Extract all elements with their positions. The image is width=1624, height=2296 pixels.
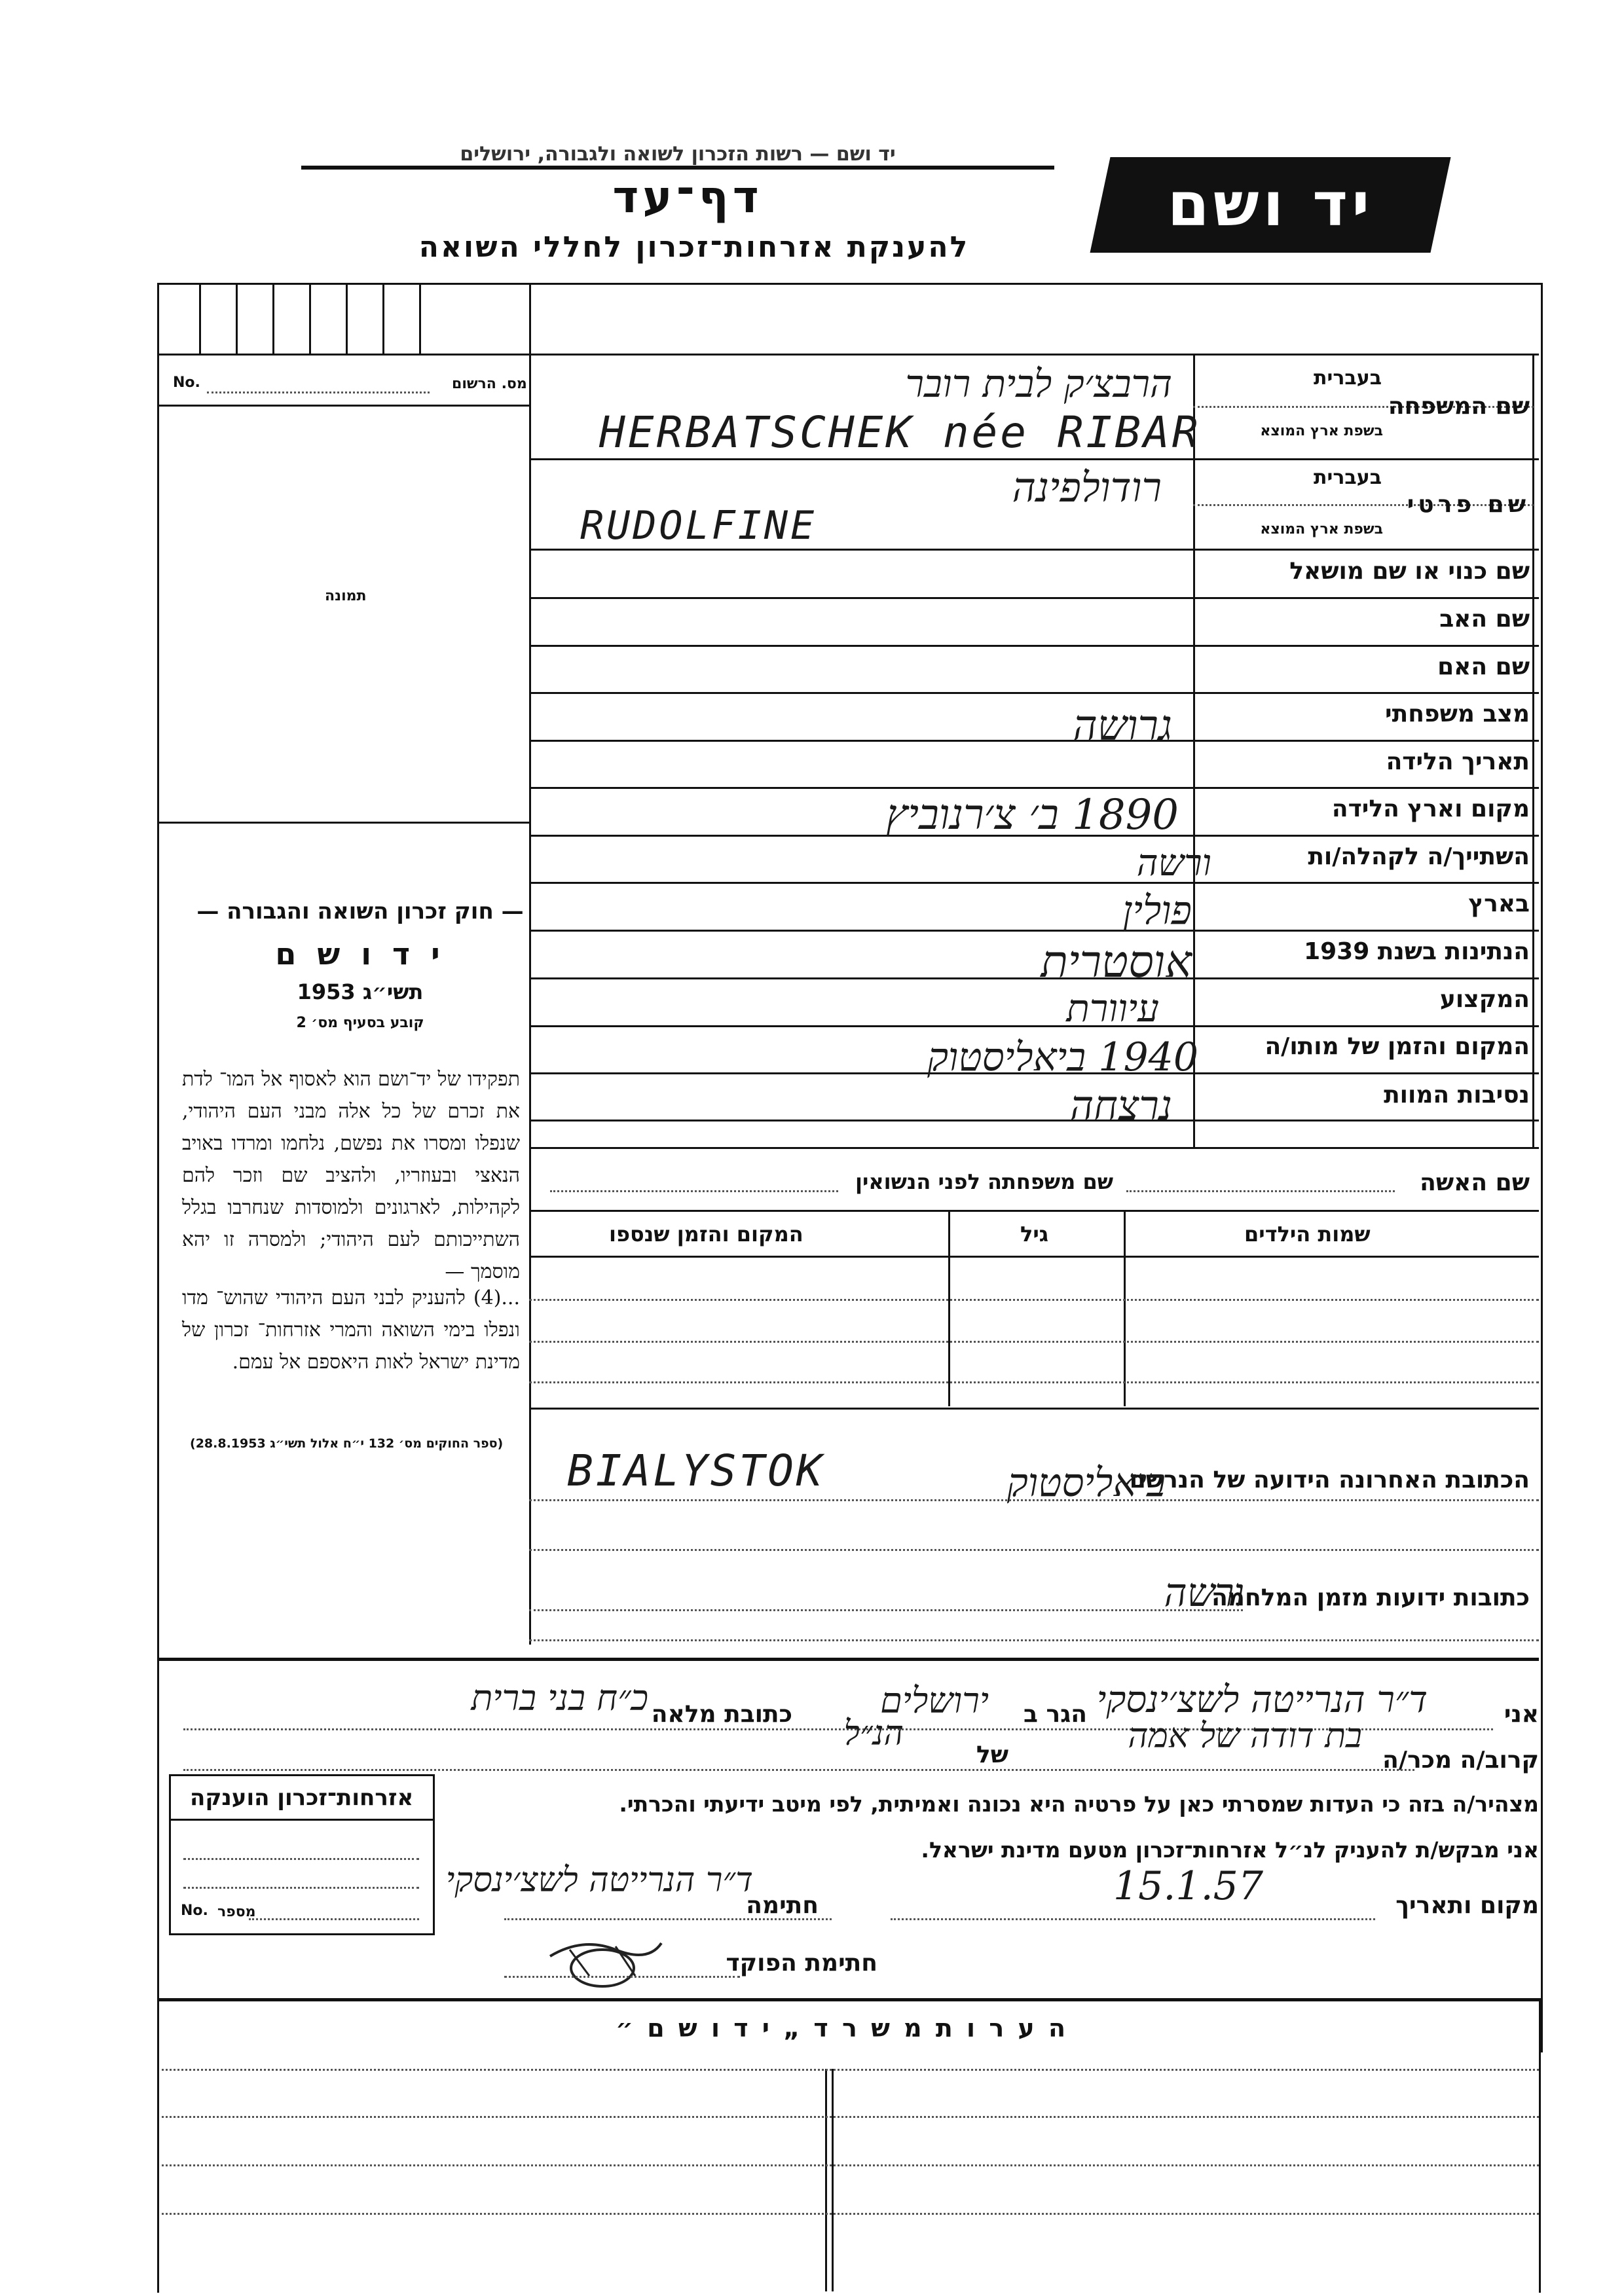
photo-label: תמונה	[325, 588, 367, 604]
decl-name: ד״ר הנרייטה לשצ׳ינסקי	[1096, 1679, 1428, 1721]
decl-signature: ד״ר הנרייטה לשצ׳ינסקי	[445, 1861, 753, 1900]
label-nickname: שם כנוי או שם מושאל	[1289, 558, 1530, 585]
office-notes-title: ה ע ר ו ת מ ש ר ד „ י ד ו ש ם ״	[616, 2014, 1069, 2043]
decl-request: אני מבקש/ת להעניק לנ״ל אזרחות־זכרון מטעם מדינת ישראל.	[921, 1837, 1539, 1863]
logo-text: יד ושם	[1167, 170, 1374, 240]
law-year: תשי״ג 1953	[297, 979, 424, 1004]
decl-addr-label: כתובת מלאה	[651, 1701, 792, 1728]
decl-relation: בת דודה של אמה	[1128, 1717, 1362, 1756]
decl-ani: אני	[1504, 1701, 1539, 1728]
law-source: (ספר החוקים מס׳ 132 י״ח אלול תשי״ג 28.8.1953)	[190, 1436, 504, 1451]
label-in-hebrew-2: בעברית	[1314, 466, 1382, 489]
officer-signature-mark	[544, 1930, 668, 1989]
label-first-name: שם פרטי	[1407, 491, 1530, 518]
law-clause: קובע בסעיף מס׳ 2	[296, 1015, 424, 1031]
label-age: גיל	[1020, 1222, 1049, 1247]
label-marital: מצב משפחתי	[1385, 701, 1530, 727]
decl-shel: של	[976, 1741, 1008, 1768]
entry-country: פולין	[1122, 888, 1192, 934]
form-subtitle: להענקת אזרחות־זכרון לחללי השואה	[418, 230, 970, 264]
entry-first-latin: RUDOLFINE	[580, 503, 817, 549]
box-title: אזרחות־זכרון הוענקה	[190, 1785, 414, 1811]
entry-marital: גרושה	[1073, 702, 1172, 750]
entry-war-addr: ורשה	[1164, 1570, 1244, 1616]
decl-city: ירושלים	[880, 1680, 989, 1721]
label-birth-place: מקום וארץ הלידה	[1331, 795, 1530, 822]
entry-first-heb: רודולפינה	[1012, 464, 1162, 511]
form-title: דף־עד	[612, 172, 763, 223]
label-wife: שם האשה	[1420, 1169, 1530, 1196]
decl-statement: מצהיר/ה בזה כי העדות שמסרתי כאן על פרטיה היא נכונה ואמיתית, לפי מיטב ידיעתי והכרתי.	[619, 1791, 1539, 1817]
label-community: השתייך/ה לקהלה/ות	[1308, 843, 1530, 870]
label-birth-date: תאריך הלידה	[1386, 748, 1530, 775]
law-title: — חוק זכרון השואה והגבורה —	[196, 898, 524, 924]
label-death-place: המקום והזמן של מותו/ה	[1264, 1033, 1530, 1060]
label-last-addr: הכתובת האחרונה הידועה של הנרשם	[1129, 1467, 1530, 1493]
decl-gar: הגר ב	[1024, 1701, 1087, 1728]
entry-death-circ: נרצחה	[1069, 1082, 1172, 1129]
label-children: שמות הילדים	[1244, 1222, 1371, 1247]
label-origin-lang-2: בשפת ארץ המוצא	[1260, 521, 1383, 538]
entry-last-addr-heb: ביאליסטוק	[1006, 1460, 1166, 1506]
entry-citizenship: אוסטרית	[1041, 936, 1192, 988]
decl-relation-label: קרוב/ה מכר/ה	[1382, 1747, 1539, 1774]
label-family-name: שם המשפחה	[1388, 393, 1530, 420]
decl-place-date-label: מקום ותאריך	[1395, 1892, 1539, 1919]
label-war-addr: כתובות ידועות מזמן המלחמה	[1211, 1584, 1530, 1611]
label-maiden: שם משפחתה לפני הנשואין	[855, 1169, 1113, 1194]
law-body-2: ...(4) להעניק לבני העם היהודי שהוש־ מדו ונפלו בימי השואה והמרי אזרחות־ זכרון של מדינת ישראל לאות היאספם אל עמם.	[182, 1286, 520, 1374]
yad-vashem-logo	[1090, 157, 1450, 253]
law-name: י ד ו ש ם	[275, 936, 445, 972]
label-citizenship: הנתינות בשנת 1939	[1304, 938, 1530, 965]
law-body: תפקידו של יד־ושם הוא לאסוף אל המו־ לדת את זכרם של כל אלה מבני העם היהודי, שנפלו ומסרו את נפשם, נלחמו ומרדו באויב הנאצי ובעוזריו, ולהציב שם וזכר להם לקהילות, לארגונים ולמוסדות שנחרבו בגלל השתייכותם לעם היהודי; ולמסרה זו יהא מוסמך —	[182, 1068, 520, 1283]
decl-addr: כ״ח בני ברית	[471, 1677, 648, 1719]
entry-family-latin: HERBATSCHEK née RIBAR	[599, 407, 1201, 458]
reg-label: מס. הרשום	[452, 376, 527, 392]
label-mother: שם האם	[1437, 653, 1530, 680]
label-father: שם האב	[1439, 606, 1530, 632]
entry-last-addr-latin: BIALYSTOK	[567, 1446, 825, 1496]
box-mispar: מספר	[217, 1904, 256, 1920]
decl-signature-label: חתימה	[746, 1892, 819, 1919]
decl-date: 15.1.57	[1113, 1863, 1264, 1909]
entry-death: 1940 ביאליסטוק	[927, 1034, 1198, 1080]
label-profession: המקצוע	[1439, 986, 1530, 1013]
label-origin-lang-1: בשפת ארץ המוצא	[1260, 423, 1383, 439]
label-in-hebrew-1: בעברית	[1314, 367, 1382, 390]
officer-signature-label: חתימת הפוקד	[726, 1950, 877, 1977]
label-country: בארץ	[1468, 890, 1530, 917]
label-death-circ: נסיבות המוות	[1384, 1082, 1530, 1108]
entry-birth: 1890 ב׳ צ׳רנוביץ	[885, 791, 1179, 839]
entry-family-heb: הרבצ׳ק לבית רובר	[905, 361, 1172, 406]
reg-no-label: No.	[173, 374, 200, 391]
entry-community: ורשה	[1136, 842, 1211, 884]
top-strip: יד ושם — רשות הזכרון לשואה ולגבורה, ירושלים	[301, 143, 1054, 170]
decl-shel-hw: הנ״ל	[843, 1714, 904, 1753]
box-no: No.	[181, 1903, 208, 1919]
label-child-death: המקום והזמן שנספו	[609, 1222, 803, 1247]
entry-profession: עיוורת	[1066, 986, 1159, 1030]
